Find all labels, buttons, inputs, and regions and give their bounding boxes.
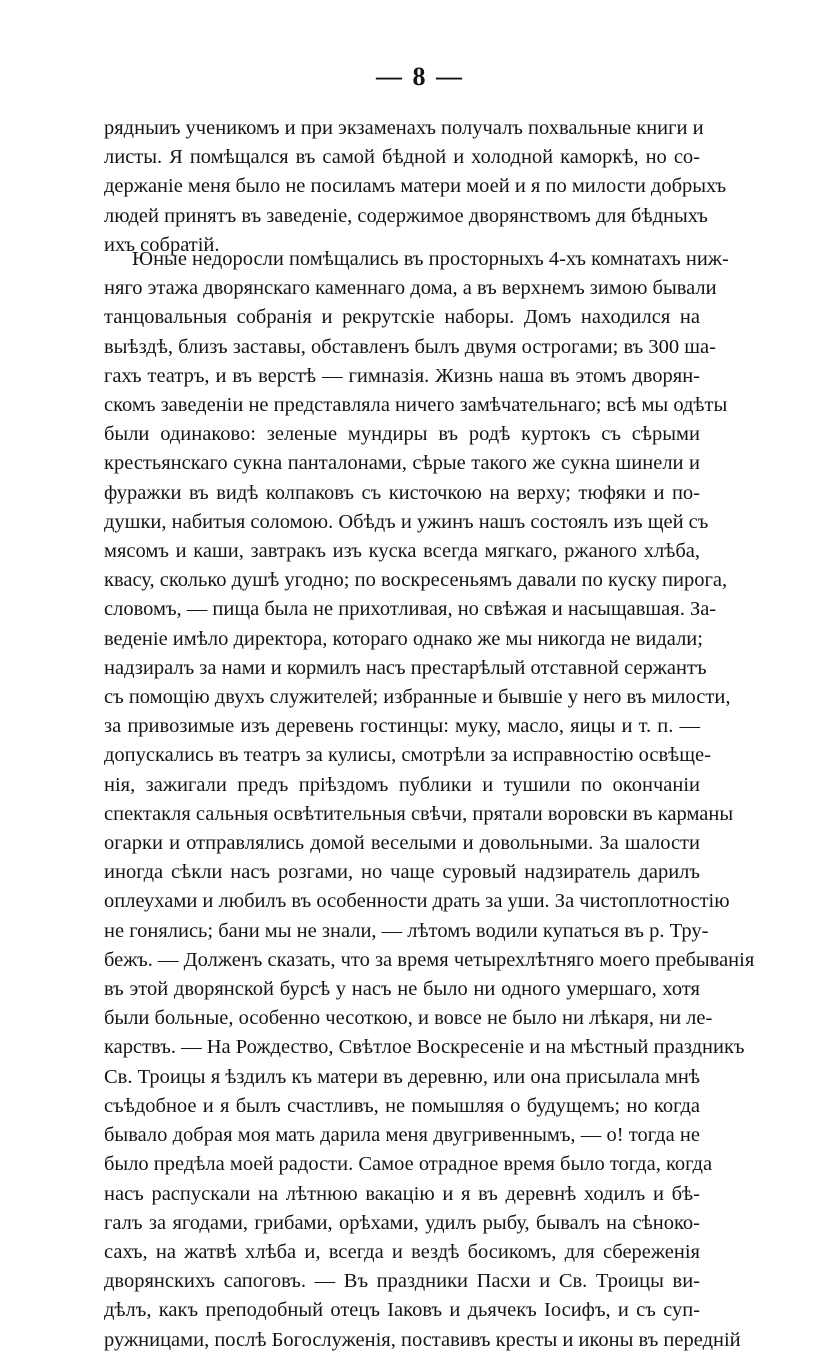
text-line: рядныиъ ученикомъ и при экзаменахъ получалъ похвальные книги и (104, 117, 704, 139)
text-line: Св. Троицы я ѣздилъ къ матери въ деревню, или она присылала мнѣ (104, 1065, 700, 1088)
text-line: дѣлъ, какъ преподобный отецъ Іаковъ и дьячекъ Іосифъ, и съ суп- (104, 1299, 700, 1322)
text-line: спектакля сальныя освѣтительныя свѣчи, прятали воровски въ карманы (104, 802, 734, 825)
paragraph-2 (104, 245, 755, 1355)
text-line: огарки и отправлялись домой веселыми и довольными. За шалости (104, 832, 700, 855)
text-line: гахъ театръ, и въ верстѣ — гимназія. Жизнь наша въ этомъ дворян- (104, 364, 700, 387)
text-line: съ помощію двухъ служителей; избранные и бывшіе у него въ милости, (104, 686, 731, 709)
text-line: оплеухами и любилъ въ особенности драть за уши. За чистоплотностію (104, 890, 730, 913)
text-line: Юные недоросли помѣщались въ просторныхъ 4-хъ комнатахъ ниж- (132, 248, 729, 270)
paragraph-1 (104, 114, 727, 260)
text-line: выѣздѣ, близъ заставы, обставленъ былъ двумя острогами; въ 300 ша- (104, 335, 716, 358)
text-line: съѣдобное и я былъ счастливъ, не помышляя о будущемъ; но когда (104, 1094, 700, 1117)
text-line: насъ распускали на лѣтнюю вакацію и я въ деревнѣ ходилъ и бѣ- (104, 1182, 700, 1205)
text-line: галъ за ягодами, грибами, орѣхами, удилъ рыбу, бывалъ на сѣноко- (104, 1211, 700, 1234)
page-number: — 8 — (376, 62, 464, 91)
text-line: ружницами, послѣ Богослуженія, поставивъ кресты и иконы въ передній (104, 1328, 741, 1351)
text-line: словомъ, — пища была не прихотливая, но свѣжая и насыщавшая. За- (104, 598, 717, 621)
text-line: танцовальныя собранія и рекрутскіе наборы. Домъ находился на (104, 306, 700, 329)
text-line: надзиралъ за нами и кормилъ насъ престарѣлый отставной сержантъ (104, 656, 707, 679)
text-line: бывало добрая моя мать дарила меня двугривеннымъ, — о! тогда не (104, 1124, 700, 1147)
text-line: фуражки въ видѣ колпаковъ съ кисточкою на верху; тюфяки и по- (104, 481, 700, 504)
text-line: иногда сѣкли насъ розгами, но чаще суровый надзиратель дарилъ (104, 861, 700, 884)
text-line: не гонялись; бани мы не знали, — лѣтомъ водили купаться въ р. Тру- (104, 919, 709, 942)
text-line: няго этажа дворянскаго каменнаго дома, а въ верхнемъ зимою бывали (104, 277, 717, 300)
text-line: скомъ заведеніи не представляла ничего замѣчательнаго; всѣ мы одѣты (104, 394, 728, 417)
text-line: карствъ. — На Рождество, Свѣтлое Воскресеніе и на мѣстный праздникъ (104, 1036, 745, 1059)
text-line: ихъ собратій. (104, 233, 220, 256)
text-line: нія, зажигали предъ пріѣздомъ публики и тушили по окончаніи (104, 773, 700, 796)
text-line: были одинаково: зеленые мундиры въ родѣ куртокъ съ сѣрыми (104, 423, 700, 446)
text-line: было предѣла моей радости. Самое отрадное время было тогда, когда (104, 1153, 713, 1176)
text-line: сахъ, на жатвѣ хлѣба и, всегда и вездѣ босикомъ, для сбереженія (104, 1240, 700, 1263)
text-line: дворянскихъ сапоговъ. — Въ праздники Пасхи и Св. Троицы ви- (104, 1270, 700, 1293)
text-line: веденіе имѣло директора, котораго однако же мы никогда не видали; (104, 627, 703, 650)
text-line: листы. Я помѣщался въ самой бѣдной и холодной каморкѣ, но со- (104, 146, 700, 169)
text-line: мясомъ и каши, завтракъ изъ куска всегда мягкаго, ржаного хлѣба, (104, 540, 700, 563)
text-line: были больные, особенно чесоткою, и вовсе не было ни лѣкаря, ни ле- (104, 1007, 713, 1030)
text-line: бежъ. — Долженъ сказать, что за время четырехлѣтняго моего пребыванія (104, 948, 755, 971)
text-line: допускались въ театръ за кулисы, смотрѣли за исправностію освѣще- (104, 744, 711, 767)
text-line: душки, набитыя соломою. Обѣдъ и ужинъ нашъ состоялъ изъ щей съ (104, 510, 709, 533)
text-line: въ этой дворянской бурсѣ у насъ не было ни одного умершаго, хотя (104, 978, 700, 1001)
text-line: квасу, сколько душѣ угодно; по воскресеньямъ давали по куску пирога, (104, 569, 728, 592)
text-line: крестьянскаго сукна панталонами, сѣрые такого же сукна шинели и (104, 452, 700, 475)
text-line: за привозимые изъ деревень гостинцы: муку, масло, яицы и т. п. — (104, 715, 700, 738)
text-line: людей принятъ въ заведеніе, содержимое дворянствомъ для бѣдныхъ (104, 204, 708, 227)
text-line: держаніе меня было не посиламъ матери моей и я по милости добрыхъ (104, 175, 727, 198)
